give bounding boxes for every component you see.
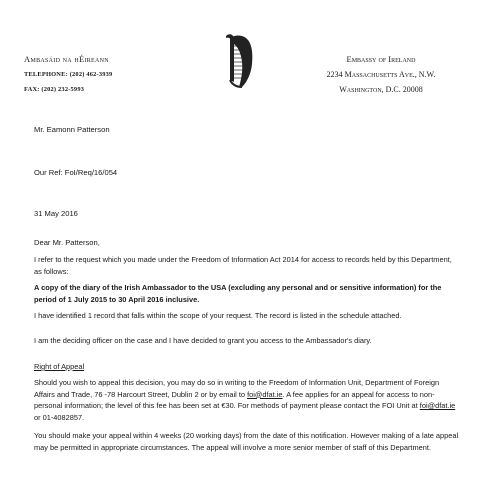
salutation: Dear Mr. Patterson, [34,238,100,247]
recipient-name: Mr. Eamonn Patterson [34,125,110,134]
letterhead-right [296,52,466,97]
embassy-name-english: Embassy of Ireland [346,54,416,64]
appeal-text-middle: . A fee applies for an appeal for access to non-personal information; the level of this fee has been set at €30. For methods of payment please contact the FOI Unit at [34,389,435,410]
telephone-number: TELEPHONE: (202) 462-3939 [24,71,113,78]
fax-number: FAX: (202) 232-5993 [24,86,85,93]
embassy-name-irish: Ambasáid na hÉireann [24,54,109,64]
letterhead-left [24,52,174,97]
address-line-2: Washington, D.C. 20008 [339,85,423,94]
appeal-paragraph [34,377,460,423]
address-line-1: 2234 Massachusetts Ave., N.W. [326,70,436,79]
harp-icon [222,32,260,90]
letter-date: 31 May 2016 [34,209,78,218]
decision-paragraph: I am the deciding officer on the case and I have decided to grant you access to the Ambassador's diary. [34,336,372,345]
appeal-text-start: Should you wish to appeal this decision, you may do so in writing to the Freedom of Information Unit, Department of Foreign Affairs and Trade, 76 -78 Harcourt Street, Dublin 2 or by email to [34,378,440,399]
request-paragraph: A copy of the diary of the Irish Ambassador to the USA (excluding any personal and or sensitive information) for the period of 1 July 2015 to 30 April 2016 inclusive. [34,283,442,304]
appeal-heading: Right of Appeal [34,362,85,371]
email-link[interactable]: foi@dfat.ie [419,401,456,410]
identified-paragraph: I have identified 1 record that falls within the scope of your request. The record is listed in the schedule attached. [34,311,402,320]
email-link[interactable]: foi@dfat.ie [247,389,283,399]
intro-paragraph: I refer to the request which you made under the Freedom of Information Act 2014 for access to records held by this Department, as follows: [34,255,452,276]
timing-paragraph: You should make your appeal within 4 weeks (20 working days) from the date of this notification. However making of a late appeal may be permitted in appropriate circumstances. The appeal will involve a more senior member of staff of this Department. [34,431,459,452]
reference-number: Our Ref: FoI/Req/16/054 [34,168,118,177]
appeal-text-end: or 01-4082857. [34,412,85,422]
